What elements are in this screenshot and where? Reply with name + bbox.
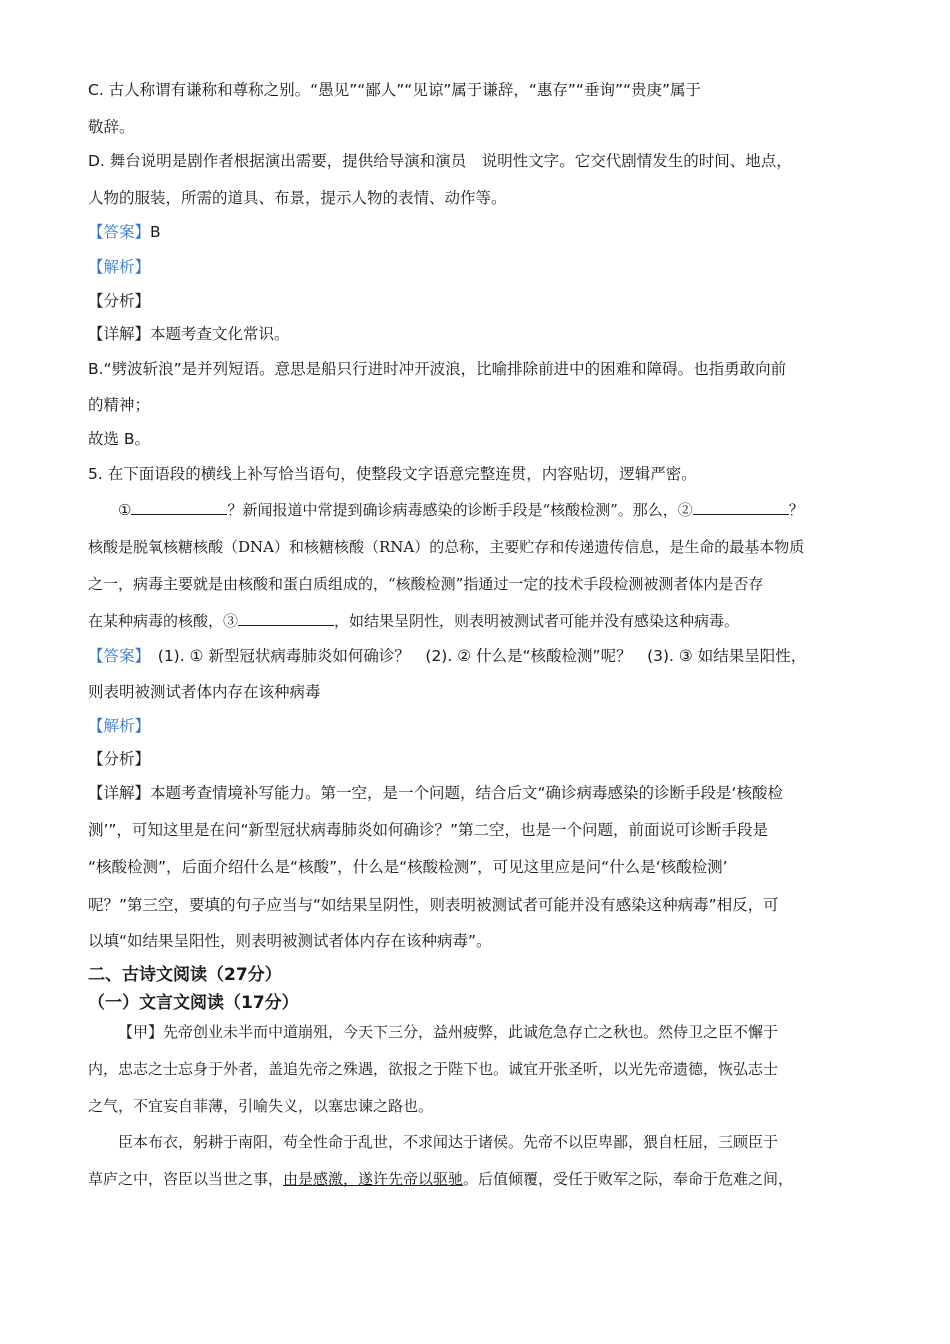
option-d-line2: 人物的服装，所需的道具、布景，提示人物的表情、动作等。	[88, 189, 507, 207]
blank-2	[693, 500, 789, 515]
q4-explanation-line2: 的精神；	[88, 396, 151, 414]
answer-tag: 【答案】	[88, 223, 151, 241]
q5-detail-line2: 测’”，可知这里是在问“新型冠状病毒肺炎如何确诊？”第二空，也是一个问题，前面说可诊断手段是	[88, 821, 769, 839]
answer-value: B	[150, 223, 161, 241]
q5-answer-line2: 则表明被测试者体内存在该种病毒	[88, 683, 321, 701]
q5-detail-line3: “核酸检测”，后面介绍什么是“核酸”，什么是“核酸检测”，可见这里应是问“什么是‘核酸检测’	[88, 858, 728, 876]
classical-text-line1: 【甲】先帝创业未半而中道崩殂，今天下三分，益州疲弊，此诚危急存亡之秋也。然侍卫之臣不懈于	[118, 1023, 779, 1041]
q4-fenxi-tag: 【分析】	[88, 292, 151, 310]
classical-text-line4: 臣本布衣，躬耕于南阳，苟全性命于乱世，不求闻达于诸侯。先帝不以臣卑鄙，猥自枉屈，三顾臣于	[118, 1133, 779, 1151]
passage-line4: 在某种病毒的核酸，③ ，如结果呈阴性，则表明被测试者可能并没有感染这种病毒。	[88, 612, 740, 630]
q5-answer-row	[88, 645, 806, 667]
blank-1	[131, 500, 227, 515]
classical-text-line3: 之气，不宜妄自菲薄，引喻失义，以塞忠谏之路也。	[88, 1097, 434, 1115]
classical-text-line5: 草庐之中，咨臣以当世之事，由是感激，遂许先帝以驱驰。后值倾覆，受任于败军之际，奉命于危难之间，	[88, 1170, 794, 1188]
blank-3	[238, 611, 334, 626]
passage-line1: ① ？新闻报道中常提到确诊病毒感染的诊断手段是“核酸检测”。那么，② ？	[118, 501, 804, 519]
q5-title: 5. 在下面语段的横线上补写恰当语句，使整段文字语意完整连贯，内容贴切，逻辑严密。	[88, 465, 697, 483]
q4-conclusion: 故选 B。	[88, 430, 151, 448]
passage-line3: 之一，病毒主要就是由核酸和蛋白质组成的，“核酸检测”指通过一定的技术手段检测被测者体内是否存	[88, 575, 764, 593]
classical-text-line2: 内，忠志之士忘身于外者，盖追先帝之殊遇，欲报之于陛下也。诚宜开张圣听，以光先帝遗德，恢弘志士	[88, 1060, 779, 1078]
option-c-line1: C. 古人称谓有谦称和尊称之别。“愚见”“鄙人”“见谅”属于谦辞，“惠存”“垂询”“贵庚”属于	[88, 81, 702, 99]
answer-tag: 【答案】	[88, 647, 143, 665]
q4-detail: 【详解】本题考查文化常识。	[88, 325, 290, 343]
q5-detail-line1: 【详解】本题考查情境补写能力。第一空，是一个问题，结合后文“确诊病毒感染的诊断手段是‘核酸检	[88, 784, 783, 802]
option-d-line1: D. 舞台说明是剧作者根据演出需要，提供给导演和演员 说明性文字。它交代剧情发生的时间、地点，	[88, 152, 792, 170]
q4-jiexi-tag: 【解析】	[88, 258, 151, 276]
section-heading: 二、古诗文阅读（27分）	[88, 965, 282, 985]
q5-detail-line4: 呢？”第三空，要填的句子应当与“如结果呈阴性，则表明被测试者可能并没有感染这种病毒”相反，可	[88, 896, 779, 914]
q5-jiexi-tag: 【解析】	[88, 717, 151, 735]
q5-fenxi-tag: 【分析】	[88, 750, 151, 768]
subsection-heading: （一）文言文阅读（17分）	[88, 993, 299, 1013]
passage-line2: 核酸是脱氧核糖核酸（DNA）和核糖核酸（RNA）的总称，主要贮存和传递遗传信息，是生命的最基本物质	[88, 538, 805, 556]
underlined-sentence: 由是感激，遂许先帝以驱驰	[283, 1170, 464, 1188]
q4-answer-row	[88, 221, 161, 243]
q5-detail-line5: 以填“如结果呈阳性，则表明被测试者体内存在该种病毒”。	[88, 932, 492, 950]
option-c-line2: 敬辞。	[88, 118, 135, 136]
answer-value: (1). ① 新型冠状病毒肺炎如何确诊？ (2). ② 什么是“核酸检测”呢？ (3). ③ 如结果呈阳性，	[142, 647, 807, 665]
q4-explanation-line1: B.“劈波斩浪”是并列短语。意思是船只行进时冲开波浪，比喻排除前进中的困难和障碍。也指勇敢向前	[88, 360, 787, 378]
